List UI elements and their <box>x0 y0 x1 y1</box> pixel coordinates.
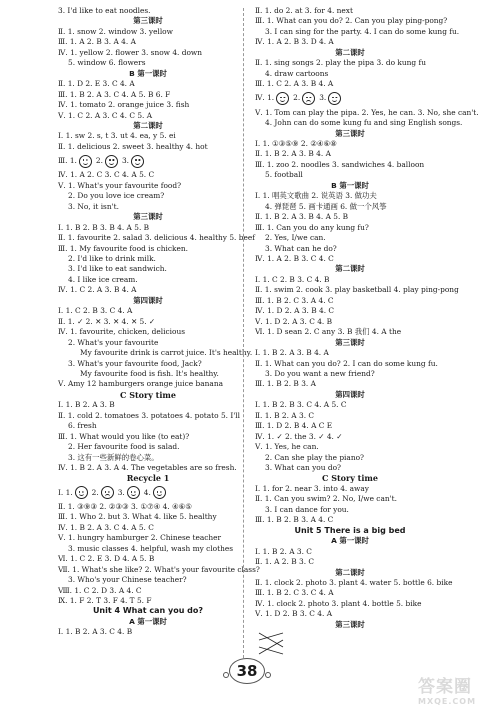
answer-line: Ⅱ. 1. swim 2. cook 3. play basketball 4. play ping-pong <box>255 285 459 295</box>
answer-line: 3. I can sing for the party. 4. I can do some kung fu. <box>265 26 460 36</box>
lesson-heading: 第二课时 <box>335 567 365 577</box>
section-title: Recycle 1 <box>126 473 170 484</box>
answer-line: 3. I'd like to eat sandwich. <box>68 264 167 274</box>
smiley-face-icon <box>75 486 88 499</box>
answer-line: Ⅰ. 1. B 2. A 3. B 4. A <box>255 348 329 358</box>
smiley-number: 2. <box>91 487 99 497</box>
answer-line: Ⅳ. 1. A 2. B 3. D 4. A <box>255 37 334 47</box>
lesson-heading: 第三课时 <box>335 337 365 347</box>
answer-line: Ⅳ. 1. favourite, chicken, delicious <box>58 327 185 337</box>
answer-line: 3. What can he do? <box>265 243 337 253</box>
answer-column-right <box>255 6 479 660</box>
lesson-heading: 第二课时 <box>335 47 365 57</box>
answer-line: 2. What's your favourite <box>68 337 159 347</box>
smiley-face-icon <box>131 155 144 168</box>
answer-line: Ⅳ. 1. clock 2. photo 3. plant 4. bottle 5. bike <box>255 598 422 608</box>
smiley-number: 3. <box>319 93 327 103</box>
answer-line: 3. 这有一些新鲜的卷心菜。 <box>68 452 159 462</box>
smiley-face-icon <box>328 92 341 105</box>
answer-line: Ⅲ. 1. B 2. C 3. C 4. A <box>255 588 334 598</box>
answer-line: Ⅲ. 1. What would you like (to eat)? <box>58 431 190 441</box>
answer-line: Ⅱ. 1. B 2. A 3. C <box>255 410 315 420</box>
lesson-heading: 第三课时 <box>133 16 163 26</box>
answer-line: Ⅴ. 1. D 2. B 3. C 4. A <box>255 609 333 619</box>
answer-line: Ⅰ. 1. ①③⑤⑨ 2. ②④⑥⑧ <box>255 138 337 148</box>
answer-line: My favourite food is fish. It's healthy. <box>80 368 219 378</box>
answer-line: 3. I can dance for you. <box>265 504 349 514</box>
answer-line: Ⅲ. 1. My favourite food is chicken. <box>58 243 189 253</box>
matching-lines-diagram <box>255 630 315 660</box>
answer-line: Ⅱ. 1. What can you do? 2. I can do some kung fu. <box>255 358 438 368</box>
answer-line: Ⅲ. 1. D 2. B 4. A C E <box>255 421 333 431</box>
watermark-en: MXQE.COM <box>418 697 477 706</box>
smiley-row-prefix: Ⅲ. 1. <box>58 156 77 166</box>
answer-line: Ⅰ. 1. B 2. B 3. B 4. A 5. B <box>58 222 150 232</box>
answer-line: Ⅲ. 1. What can you do? 2. Can you play ping-pong? <box>255 16 448 26</box>
section-title: C Story time <box>322 473 378 484</box>
answer-line: 4. draw cartoons <box>265 68 329 78</box>
matching-line <box>259 633 283 640</box>
answer-line: Ⅴ. 1. Yes, he can. <box>255 442 319 452</box>
section-title: C Story time <box>120 389 176 400</box>
matching-line <box>259 640 283 654</box>
answer-line: Ⅳ. 1. tomato 2. orange juice 3. fish <box>58 100 190 110</box>
answer-line: 4. I like ice cream. <box>68 274 138 284</box>
answer-line: Ⅲ. 1. B 2. B 3. A <box>255 379 316 389</box>
answer-line: Ⅱ. 1. delicious 2. sweet 3. healthy 4. hot <box>58 141 208 151</box>
smiley-number: 2. <box>293 93 301 103</box>
answer-line: Ⅱ. 1. favourite 2. salad 3. delicious 4. healthy 5. beef <box>58 233 255 243</box>
sad-face-icon <box>302 92 315 105</box>
answer-line: 3. Do you want a new friend? <box>265 368 375 378</box>
answer-line: Ⅳ. 1. A 2. B 3. C 4. C <box>255 253 334 263</box>
smiley-face-icon <box>79 155 92 168</box>
lesson-heading: A 第一课时 <box>129 616 167 626</box>
answer-line: Ⅱ. 1. do 2. at 3. for 4. next <box>255 6 353 15</box>
answer-line: 3. music classes 4. helpful, wash my clothes <box>68 543 234 553</box>
unit-title: Unit 4 What can you do? <box>92 606 204 616</box>
answer-line: Ⅴ. 1. C 2. A 3. C 4. C 5. A <box>58 110 153 120</box>
answer-line: Ⅰ. 1. sw 2. s, t 3. ut 4. ea, y 5. ei <box>58 131 176 141</box>
answer-line: 6. fresh <box>68 421 97 431</box>
answer-line: My favourite drink is carrot juice. It's healthy. <box>80 348 253 358</box>
answer-line: Ⅰ. 1. B 2. A 3. C 4. B <box>58 627 133 637</box>
answer-line: Ⅱ. 1. clock 2. photo 3. plant 4. water 5. bottle 6. bike <box>255 578 453 588</box>
lesson-heading: B 第一课时 <box>129 68 167 78</box>
lesson-heading: A 第一课时 <box>331 536 369 546</box>
answer-line: Ⅰ. 1. B 2. B 3. C 4. A 5. C <box>255 400 347 410</box>
smiley-number: 2. <box>95 156 103 166</box>
answer-line: Ⅲ. 1. A 2. B 3. A 4. A <box>58 37 136 47</box>
smiley-row-prefix: Ⅳ. 1. <box>255 93 275 103</box>
page-badge-dot-left <box>223 672 229 678</box>
answer-line: Ⅵ. 1. D sean 2. C any 3. B 我们 4. A the <box>255 327 402 337</box>
answer-line: Ⅳ. 1. D 2. A 3. B 4. C <box>255 306 335 316</box>
smiley-answer-row <box>58 152 238 170</box>
answer-line: Ⅱ. 1. D 2. E 3. C 4. A <box>58 79 135 89</box>
answer-line: 3. I'd like to eat noodles. <box>58 6 151 15</box>
answer-line: Ⅲ. 1. Who 2. but 3. What 4. like 5. healthy <box>58 512 217 522</box>
smiley-face-icon <box>153 486 166 499</box>
answer-line: Ⅲ. 1. B 2. A 3. C 4. A 5. B 6. F <box>58 89 171 99</box>
answer-line: Ⅰ. 1. B 2. A 3. B <box>58 400 115 410</box>
smiley-face-icon <box>276 92 289 105</box>
answer-line: Ⅲ. 1. B 2. B 3. A 4. C <box>255 515 334 525</box>
answer-line: Ⅱ. 1. sing songs 2. play the pipa 3. do kung fu <box>255 58 426 68</box>
site-watermark <box>418 672 496 708</box>
lesson-heading: 第三课时 <box>133 212 163 222</box>
smiley-row-prefix: Ⅰ. 1. <box>58 487 73 497</box>
answer-line: 2. I'd like to drink milk. <box>68 253 156 263</box>
answer-line: 3. What's your favourite food, Jack? <box>68 358 202 368</box>
answer-line: Ⅲ. 1. Can you do any kung fu? <box>255 222 369 232</box>
answer-line: 3. What can you do? <box>265 463 342 473</box>
answer-line: 4. 弹琵琶 5. 画卡通画 6. 做一个风筝 <box>265 201 387 211</box>
answer-line: Ⅱ. 1. Can you swim? 2. No, I/we can't. <box>255 494 397 504</box>
lesson-heading: 第四课时 <box>133 295 163 305</box>
answer-line: 2. Yes, I/we can. <box>265 233 326 243</box>
answer-line: 4. John can do some kung fu and sing English songs. <box>265 118 463 128</box>
answer-line: Ⅰ. 1. B 2. A 3. C <box>255 546 312 556</box>
answer-column-left <box>58 6 260 638</box>
answer-line: 3. No, it isn't. <box>68 201 119 211</box>
answer-line: Ⅲ. 1. B 2. C 3. A 4. C <box>255 295 334 305</box>
answer-line: Ⅰ. 1. C 2. B 3. C 4. A <box>58 306 133 316</box>
watermark-cn: 答案圈 <box>418 677 472 697</box>
answer-line: Ⅴ. 1. hungry hamburger 2. Chinese teacher <box>58 533 222 543</box>
page-number-badge <box>229 658 265 684</box>
answer-line: Ⅱ. 1. B 2. A 3. B 4. A 5. B <box>255 212 349 222</box>
answer-line: 3. Who's your Chinese teacher? <box>68 575 187 585</box>
lesson-heading: 第四课时 <box>335 389 365 399</box>
smiley-face-icon <box>127 486 140 499</box>
answer-line: Ⅳ. 1. ✓ 2. the 3. ✓ 4. ✓ <box>255 431 343 441</box>
answer-line: 2. Can she play the piano? <box>265 452 364 462</box>
unit-title: Unit 5 There is a big bed <box>294 525 406 535</box>
page-badge-dot-right <box>265 672 271 678</box>
answer-line: Ⅴ. 1. D 2. A 3. C 4. B <box>255 316 333 326</box>
smiley-number: 3. <box>121 156 130 166</box>
answer-line: Ⅳ. 1. A 2. C 3. C 4. A 5. C <box>58 170 155 180</box>
answer-line: Ⅴ. Amy 12 hamburgers orange juice banana <box>58 379 223 389</box>
lesson-heading: 第二课时 <box>335 264 365 274</box>
answer-line: Ⅱ. 1. A 2. B 3. C <box>255 557 315 567</box>
answer-line: Ⅱ. 1. cold 2. tomatoes 3. potatoes 4. potato 5. I'll <box>58 410 241 420</box>
answer-line: 5. window 6. flowers <box>68 58 146 68</box>
smiley-face-icon <box>105 155 118 168</box>
column-divider <box>243 8 244 658</box>
answer-line: Ⅴ. 1. What's your favourite food? <box>58 180 182 190</box>
answer-line: Ⅳ. 1. yellow 2. flower 3. snow 4. down <box>58 47 202 57</box>
answer-line: Ⅰ. 1. 唱英文歌曲 2. 说英语 3. 做功夫 <box>255 191 377 201</box>
answer-line: Ⅸ. 1. F 2. T 3. F 4. T 5. F <box>58 596 152 606</box>
answer-line: Ⅱ. 1. ✓ 2. ✕ 3. ✕ 4. ✕ 5. ✓ <box>58 316 156 326</box>
answer-line: Ⅰ. 1. C 2. B 3. C 4. B <box>255 274 330 284</box>
smiley-number: 3. <box>117 487 125 497</box>
smiley-number: 4. <box>143 487 151 497</box>
matching-lines-svg <box>255 630 315 660</box>
answer-line: Ⅳ. 1. C 2. A 3. B 4. A <box>58 285 137 295</box>
lesson-heading: 第二课时 <box>133 120 163 130</box>
matching-line <box>259 633 283 647</box>
answer-line: Ⅴ. 1. Tom can play the pipa. 2. Yes, he can. 3. No, she can't. <box>255 107 479 117</box>
lesson-heading: 第三课时 <box>335 619 365 629</box>
answer-line: Ⅱ. 1. snow 2. window 3. yellow <box>58 26 173 36</box>
answer-line: Ⅱ. 1. ③⑨③ 2. ②③③ 3. ①⑦④ 4. ④⑥⑤ <box>58 501 192 511</box>
answer-line: 5. football <box>265 170 303 180</box>
answer-line: 2. Do you love ice cream? <box>68 191 165 201</box>
answer-line: Ⅲ. 1. C 2. A 3. B 4. A <box>255 79 334 89</box>
lesson-heading: 第三课时 <box>335 128 365 138</box>
answer-line: Ⅰ. 1. for 2. near 3. into 4. away <box>255 483 369 493</box>
answer-line: 2. Her favourite food is salad. <box>68 442 180 452</box>
answer-line: Ⅶ. 1. What's she like? 2. What's your favourite class? <box>58 564 260 574</box>
answer-line: Ⅷ. 1. C 2. D 3. A 4. C <box>58 585 142 595</box>
smiley-answer-row <box>255 90 445 108</box>
smiley-answer-row <box>58 484 238 502</box>
lesson-heading: B 第一课时 <box>331 180 369 190</box>
answer-line: Ⅵ. 1. C 2. E 3. D 4. A 5. B <box>58 554 155 564</box>
sad-face-icon <box>101 486 114 499</box>
matching-line <box>259 647 283 654</box>
page-number: 38 <box>236 662 258 680</box>
answer-line: Ⅳ. 1. B 2. A 3. A 4. The vegetables are so fresh. <box>58 463 237 473</box>
answer-line: Ⅱ. 1. B 2. A 3. B 4. A <box>255 149 331 159</box>
answer-line: Ⅳ. 1. B 2. A 3. C 4. A 5. C <box>58 522 154 532</box>
answer-line: Ⅲ. 1. zoo 2. noodles 3. sandwiches 4. balloon <box>255 159 425 169</box>
